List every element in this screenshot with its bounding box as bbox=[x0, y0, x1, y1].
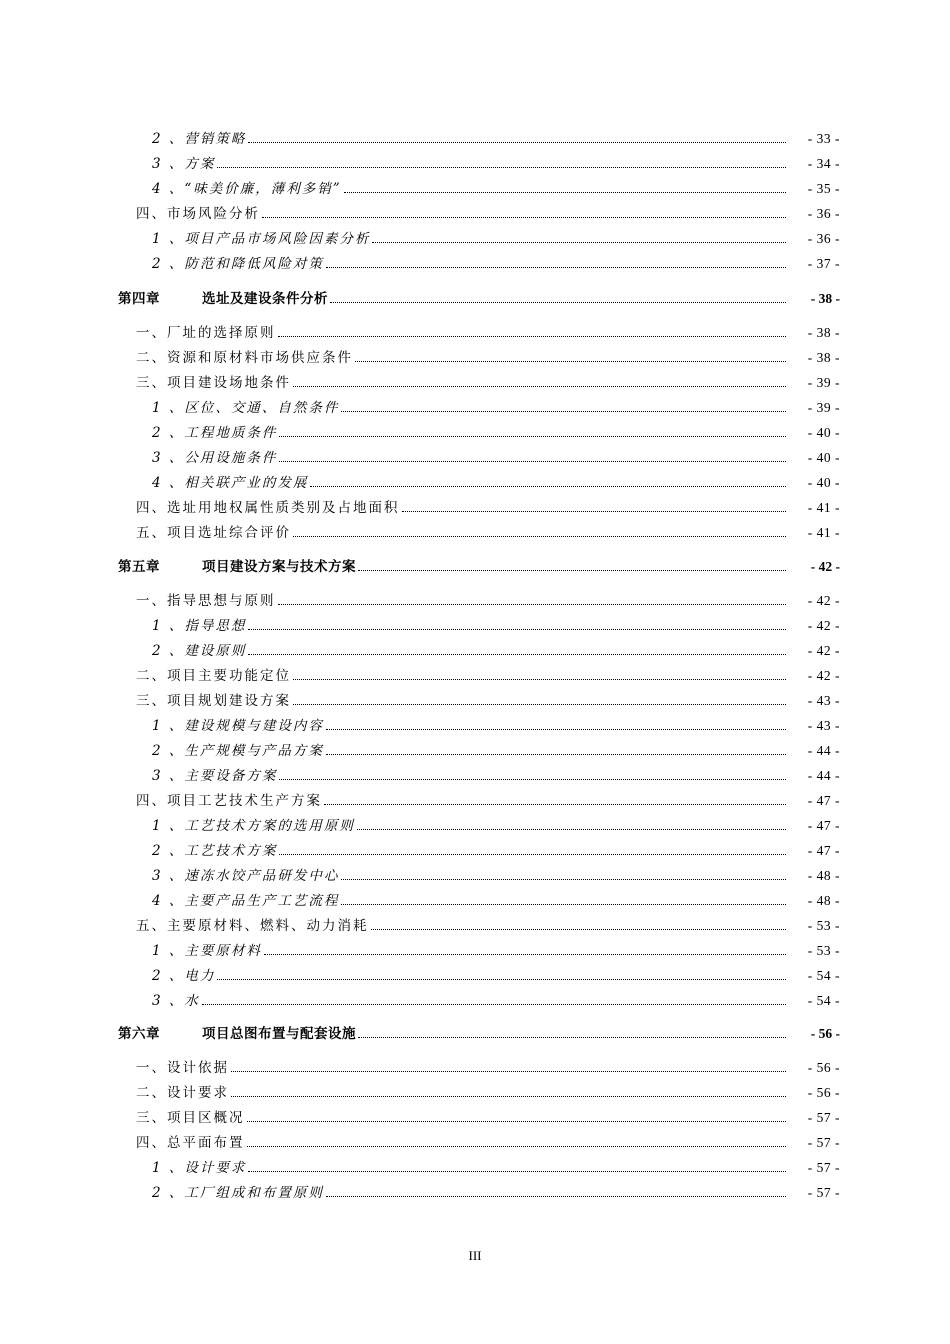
dot-leader bbox=[202, 1003, 786, 1005]
toc-entry-title: 二、项目主要功能定位 bbox=[136, 668, 291, 684]
toc-entry-title: 三、项目区概况 bbox=[136, 1110, 245, 1126]
toc-page-number: - 38 - bbox=[810, 291, 840, 306]
dot-leader bbox=[326, 266, 786, 268]
toc-entry-title: 1 、设计要求 bbox=[152, 1160, 247, 1176]
toc-entry[interactable] bbox=[152, 890, 840, 910]
toc-page-number: - 57 - bbox=[807, 1135, 840, 1150]
toc-entry-title: 1 、建设规模与建设内容 bbox=[152, 718, 324, 734]
toc-entry-title: 一、指导思想与原则 bbox=[136, 593, 276, 609]
toc-entry-title: 1 、项目产品市场风险因素分析 bbox=[152, 231, 371, 247]
toc-entry[interactable] bbox=[152, 940, 840, 960]
dot-leader bbox=[371, 928, 787, 930]
toc-chapter-entry[interactable] bbox=[118, 288, 840, 308]
toc-entry[interactable] bbox=[152, 178, 840, 198]
toc-entry-title: 2 、电力 bbox=[152, 968, 216, 984]
toc-entry[interactable] bbox=[152, 153, 840, 173]
toc-entry[interactable] bbox=[152, 1182, 840, 1202]
toc-entry[interactable] bbox=[136, 522, 840, 542]
toc-chapter-entry[interactable] bbox=[118, 556, 840, 576]
dot-leader bbox=[217, 978, 786, 980]
toc-entry[interactable] bbox=[152, 615, 840, 635]
toc-entry[interactable] bbox=[136, 1082, 840, 1102]
dot-leader bbox=[278, 603, 787, 605]
toc-page-number: - 42 - bbox=[807, 643, 840, 658]
dot-leader bbox=[247, 1120, 787, 1122]
dot-leader bbox=[341, 878, 786, 880]
toc-entry[interactable] bbox=[152, 640, 840, 660]
toc-entry-title: 4 、“味美价廉，薄利多销” bbox=[152, 181, 342, 197]
dot-leader bbox=[357, 828, 786, 830]
toc-page-number: - 54 - bbox=[807, 993, 840, 1008]
toc-entry-title: 3 、公用设施条件 bbox=[152, 450, 278, 466]
toc-entry[interactable] bbox=[152, 840, 840, 860]
page-number: III bbox=[468, 1248, 482, 1263]
dot-leader bbox=[402, 510, 787, 512]
toc-entry-title: 1 、指导思想 bbox=[152, 618, 247, 634]
toc-entry[interactable] bbox=[152, 815, 840, 835]
dot-leader bbox=[324, 803, 786, 805]
dot-leader bbox=[278, 335, 787, 337]
toc-entry[interactable] bbox=[152, 447, 840, 467]
toc-entry-title: 三、项目规划建设方案 bbox=[136, 693, 291, 709]
toc-entry-title: 一、设计依据 bbox=[136, 1060, 229, 1076]
toc-entry-title: 四、项目工艺技术生产方案 bbox=[136, 793, 322, 809]
toc-page-number: - 56 - bbox=[807, 1085, 840, 1100]
chapter-title: 项目总图布置与配套设施 bbox=[202, 1026, 356, 1041]
toc-entry[interactable] bbox=[152, 422, 840, 442]
dot-leader bbox=[279, 853, 786, 855]
dot-leader bbox=[279, 435, 786, 437]
dot-leader bbox=[344, 191, 786, 193]
toc-entry[interactable] bbox=[136, 372, 840, 392]
dot-leader bbox=[355, 360, 786, 362]
toc-page-number: - 56 - bbox=[807, 1060, 840, 1075]
toc-page-number: - 36 - bbox=[807, 206, 840, 221]
toc-entry[interactable] bbox=[136, 915, 840, 935]
toc-entry[interactable] bbox=[152, 715, 840, 735]
toc-entry-title bbox=[118, 1025, 358, 1043]
dot-leader bbox=[248, 1170, 786, 1172]
toc-entry-title: 2 、建设原则 bbox=[152, 643, 247, 659]
toc-page-number: - 44 - bbox=[807, 768, 840, 783]
dot-leader bbox=[279, 460, 786, 462]
dot-leader bbox=[279, 778, 786, 780]
toc-entry-title: 1 、工艺技术方案的选用原则 bbox=[152, 818, 355, 834]
toc-entry-title: 2 、工艺技术方案 bbox=[152, 843, 278, 859]
dot-leader bbox=[358, 1036, 786, 1038]
toc-page-number: - 35 - bbox=[807, 181, 840, 196]
toc-entry[interactable] bbox=[136, 203, 840, 223]
toc-page-number: - 47 - bbox=[807, 793, 840, 808]
dot-leader bbox=[341, 410, 786, 412]
toc-entry[interactable] bbox=[136, 322, 840, 342]
toc-entry-title: 二、资源和原材料市场供应条件 bbox=[136, 350, 353, 366]
toc-entry-title: 一、厂址的选择原则 bbox=[136, 325, 276, 341]
toc-entry[interactable] bbox=[136, 790, 840, 810]
dot-leader bbox=[293, 535, 786, 537]
dot-leader bbox=[231, 1070, 786, 1072]
toc-page-number: - 39 - bbox=[807, 375, 840, 390]
toc-page-number: - 42 - bbox=[807, 593, 840, 608]
toc-page-number: - 57 - bbox=[807, 1185, 840, 1200]
toc-page-number: - 47 - bbox=[807, 818, 840, 833]
toc-page-number: - 36 - bbox=[807, 231, 840, 246]
toc-page-number: - 54 - bbox=[807, 968, 840, 983]
toc-entry-title: 3 、主要设备方案 bbox=[152, 768, 278, 784]
dot-leader bbox=[217, 166, 786, 168]
toc-entry[interactable] bbox=[152, 1157, 840, 1177]
toc-entry[interactable] bbox=[136, 690, 840, 710]
toc-entry-title: 1 、区位、交通、自然条件 bbox=[152, 400, 340, 416]
toc-entry-title: 3 、方案 bbox=[152, 156, 216, 172]
toc-page-number: - 33 - bbox=[807, 131, 840, 146]
toc-entry-title: 四、选址用地权属性质类别及占地面积 bbox=[136, 500, 400, 516]
dot-leader bbox=[248, 653, 786, 655]
toc-entry-title: 四、总平面布置 bbox=[136, 1135, 245, 1151]
toc-page-number: - 44 - bbox=[807, 743, 840, 758]
dot-leader bbox=[248, 628, 786, 630]
toc-page-number: - 40 - bbox=[807, 475, 840, 490]
toc-entry-title bbox=[118, 290, 330, 308]
toc-page-number: - 43 - bbox=[807, 693, 840, 708]
toc-entry-title: 1 、主要原材料 bbox=[152, 943, 262, 959]
toc-entry-title bbox=[118, 558, 358, 576]
dot-leader bbox=[341, 903, 786, 905]
chapter-title: 选址及建设条件分析 bbox=[202, 291, 328, 306]
toc-entry[interactable] bbox=[136, 1057, 840, 1077]
dot-leader bbox=[372, 241, 786, 243]
toc-page-number: - 39 - bbox=[807, 400, 840, 415]
dot-leader bbox=[326, 728, 786, 730]
toc-entry-title: 3 、速冻水饺产品研发中心 bbox=[152, 868, 340, 884]
toc-page-number: - 42 - bbox=[810, 559, 840, 574]
toc-entry-title: 4 、主要产品生产工艺流程 bbox=[152, 893, 340, 909]
dot-leader bbox=[330, 301, 786, 303]
chapter-number: 第六章 bbox=[118, 1026, 160, 1041]
toc-entry-title: 四、市场风险分析 bbox=[136, 206, 260, 222]
dot-leader bbox=[326, 753, 786, 755]
dot-leader bbox=[293, 703, 786, 705]
toc-page-number: - 37 - bbox=[807, 256, 840, 271]
toc-chapter-entry[interactable] bbox=[118, 1023, 840, 1043]
dot-leader bbox=[293, 385, 786, 387]
dot-leader bbox=[248, 141, 786, 143]
toc-entry[interactable] bbox=[152, 990, 840, 1010]
toc-entry[interactable] bbox=[152, 765, 840, 785]
toc-entry[interactable] bbox=[152, 253, 840, 273]
dot-leader bbox=[264, 953, 786, 955]
toc-entry[interactable] bbox=[136, 1107, 840, 1127]
chapter-title: 项目建设方案与技术方案 bbox=[202, 559, 356, 574]
dot-leader bbox=[358, 569, 786, 571]
chapter-number: 第四章 bbox=[118, 291, 160, 306]
toc-entry-title: 2 、工程地质条件 bbox=[152, 425, 278, 441]
toc-entry-title: 2 、营销策略 bbox=[152, 131, 247, 147]
toc-entry[interactable] bbox=[136, 590, 840, 610]
toc-page-number: - 34 - bbox=[807, 156, 840, 171]
toc-page-number: - 40 - bbox=[807, 425, 840, 440]
toc-entry-title: 2 、防范和降低风险对策 bbox=[152, 256, 324, 272]
toc-page-number: - 38 - bbox=[807, 350, 840, 365]
toc-page-number: - 41 - bbox=[807, 500, 840, 515]
dot-leader bbox=[293, 678, 786, 680]
toc-entry[interactable] bbox=[136, 497, 840, 517]
toc-entry[interactable] bbox=[152, 740, 840, 760]
toc-entry[interactable] bbox=[152, 965, 840, 985]
toc-entry-title: 五、项目选址综合评价 bbox=[136, 525, 291, 541]
toc-page-number: - 38 - bbox=[807, 325, 840, 340]
dot-leader bbox=[262, 216, 786, 218]
toc-entry[interactable] bbox=[136, 1132, 840, 1152]
toc-page-number: - 42 - bbox=[807, 668, 840, 683]
toc-entry[interactable] bbox=[136, 347, 840, 367]
dot-leader bbox=[247, 1145, 787, 1147]
toc-entry[interactable] bbox=[152, 472, 840, 492]
toc-page-number: - 56 - bbox=[810, 1026, 840, 1041]
toc-entry[interactable] bbox=[152, 865, 840, 885]
toc-page-number: - 41 - bbox=[807, 525, 840, 540]
toc-page-number: - 53 - bbox=[807, 918, 840, 933]
toc-entry[interactable] bbox=[152, 128, 840, 148]
toc-entry-title: 五、主要原材料、燃料、动力消耗 bbox=[136, 918, 369, 934]
dot-leader bbox=[326, 1195, 786, 1197]
toc-page-number: - 48 - bbox=[807, 868, 840, 883]
toc-entry[interactable] bbox=[136, 665, 840, 685]
toc-entry[interactable] bbox=[152, 397, 840, 417]
toc-entry-title: 2 、生产规模与产品方案 bbox=[152, 743, 324, 759]
toc-entry[interactable] bbox=[152, 228, 840, 248]
toc-page-number: - 48 - bbox=[807, 893, 840, 908]
toc-entry-title: 3 、水 bbox=[152, 993, 200, 1009]
toc-page-number: - 40 - bbox=[807, 450, 840, 465]
toc-entry-title: 二、设计要求 bbox=[136, 1085, 229, 1101]
toc-page-number: - 42 - bbox=[807, 618, 840, 633]
dot-leader bbox=[231, 1095, 786, 1097]
toc-page-number: - 53 - bbox=[807, 943, 840, 958]
toc-entry-title: 2 、工厂组成和布置原则 bbox=[152, 1185, 324, 1201]
toc-page-number: - 43 - bbox=[807, 718, 840, 733]
toc-page-number: - 57 - bbox=[807, 1160, 840, 1175]
toc-entry-title: 4 、相关联产业的发展 bbox=[152, 475, 309, 491]
toc-page-number: - 47 - bbox=[807, 843, 840, 858]
toc-entry-title: 三、项目建设场地条件 bbox=[136, 375, 291, 391]
toc-page-number: - 57 - bbox=[807, 1110, 840, 1125]
chapter-number: 第五章 bbox=[118, 559, 160, 574]
dot-leader bbox=[310, 485, 786, 487]
